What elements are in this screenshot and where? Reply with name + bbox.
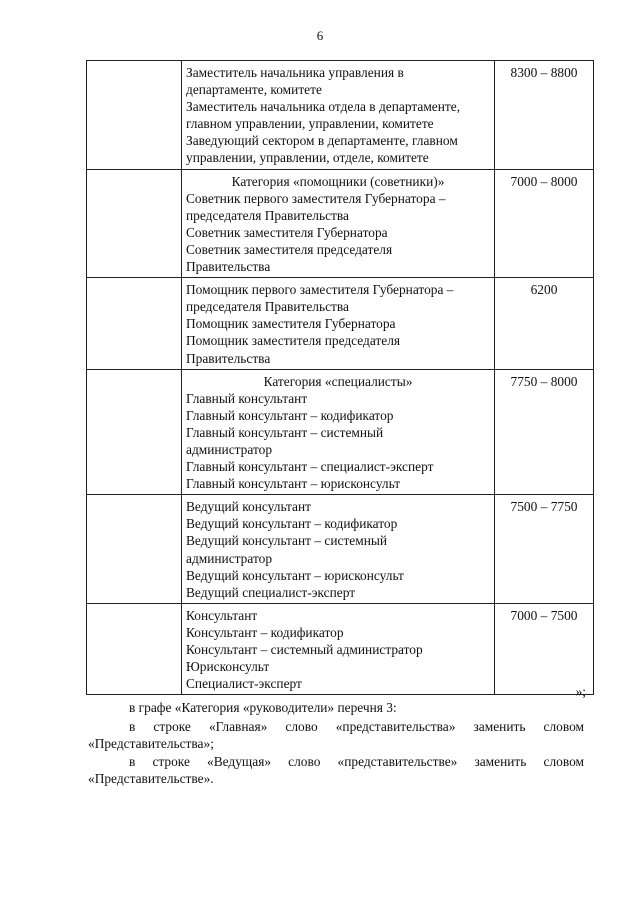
position-name-line: администратор xyxy=(186,441,273,457)
position-name-line: Ведущий консультант – кодификатор xyxy=(186,516,398,532)
table-row xyxy=(87,603,594,694)
position-name-line: администратор xyxy=(186,550,273,566)
position-name-line: Консультант xyxy=(186,607,258,623)
position-name-line: Главный консультант – системный xyxy=(186,424,384,440)
position-name-line: Заведующий сектором в департаменте, главном xyxy=(186,133,458,149)
position-name-line: Ведущий консультант – системный xyxy=(186,533,388,549)
position-name-line: главном управлении, управлении, комитете xyxy=(186,116,434,132)
position-name-line: Помощник заместителя Губернатора xyxy=(186,316,396,332)
paragraph-category-managers xyxy=(88,699,584,716)
position-name-line: Заместитель начальника отдела в департаменте, xyxy=(186,99,461,115)
position-name-line: Главный консультант xyxy=(186,390,308,406)
paragraph-text-line-2: «Представительстве». xyxy=(88,771,214,786)
salary-range-cell: 8300 – 8800 xyxy=(495,61,594,170)
category-heading: Категория «специалисты» xyxy=(263,373,413,389)
position-name-line: Главный консультант – кодификатор xyxy=(186,407,394,423)
empty-cell xyxy=(87,61,182,170)
table-row xyxy=(87,278,594,369)
table-row xyxy=(87,61,594,170)
position-name-line: Специалист-эксперт xyxy=(186,676,302,692)
category-heading: Категория «помощники (советники)» xyxy=(231,173,445,189)
position-names-cell xyxy=(182,61,495,170)
table-row xyxy=(87,495,594,604)
position-name-line: Заместитель начальника управления в xyxy=(186,65,404,80)
table-row xyxy=(87,369,594,495)
position-names-cell xyxy=(182,495,495,604)
paragraph-row-main xyxy=(88,718,584,752)
position-name-line: Консультант – системный администратор xyxy=(186,642,423,657)
empty-cell xyxy=(87,278,182,369)
salary-range-cell: 7000 – 7500 xyxy=(495,603,594,694)
position-name-line: Правительства xyxy=(186,259,271,275)
positions-table xyxy=(86,60,594,695)
position-name-line: Ведущий консультант xyxy=(186,499,312,515)
paragraph-text-line-1: в строке «Главная» слово «представительства» заменить словом xyxy=(129,719,584,734)
salary-range-cell: 6200 xyxy=(495,278,594,369)
position-name-line: Помощник заместителя председателя xyxy=(186,333,401,349)
position-name-line: председателя Правительства xyxy=(186,207,349,223)
salary-range-cell: 7500 – 7750 xyxy=(495,495,594,604)
empty-cell xyxy=(87,603,182,694)
position-names-cell xyxy=(182,603,495,694)
position-name-line: Юрисконсульт xyxy=(186,659,270,675)
position-name-line: Консультант – кодификатор xyxy=(186,624,344,640)
position-name-line: Советник первого заместителя Губернатора – xyxy=(186,190,446,206)
position-name-line: Советник заместителя Губернатора xyxy=(186,224,388,240)
positions-table-body xyxy=(87,61,594,695)
position-name-line: управлении, управлении, отделе, комитете xyxy=(186,150,429,166)
empty-cell xyxy=(87,495,182,604)
position-names-cell xyxy=(182,278,495,369)
position-name-line: Ведущий консультант – юрисконсульт xyxy=(186,567,404,583)
salary-range-cell: 7000 – 8000 xyxy=(495,169,594,278)
empty-cell xyxy=(87,369,182,495)
position-name-line: Помощник первого заместителя Губернатора – xyxy=(186,282,454,298)
closing-quote-mark: »; xyxy=(575,684,586,699)
paragraph-text-line-2: «Представительства»; xyxy=(88,736,214,751)
page-number: 6 xyxy=(316,28,324,43)
position-names-cell xyxy=(182,369,495,495)
position-name-line: Ведущий специалист-эксперт xyxy=(186,584,356,600)
paragraph-text: в графе «Категория «руководители» перечня 3: xyxy=(129,700,397,715)
position-name-line: Главный консультант – юрисконсульт xyxy=(186,476,401,492)
paragraph-row-leading xyxy=(88,753,584,787)
position-name-line: Главный консультант – специалист-эксперт xyxy=(186,459,434,475)
position-name-line: Правительства xyxy=(186,350,271,366)
position-name-line: Советник заместителя председателя xyxy=(186,241,393,257)
paragraph-text-line-1: в строке «Ведущая» слово «представительстве» заменить словом xyxy=(129,754,584,769)
empty-cell xyxy=(87,169,182,278)
salary-range-cell: 7750 – 8000 xyxy=(495,369,594,495)
position-name-line: председателя Правительства xyxy=(186,299,349,315)
position-names-cell xyxy=(182,169,495,278)
position-name-line: департаменте, комитете xyxy=(186,82,322,98)
table-row xyxy=(87,169,594,278)
